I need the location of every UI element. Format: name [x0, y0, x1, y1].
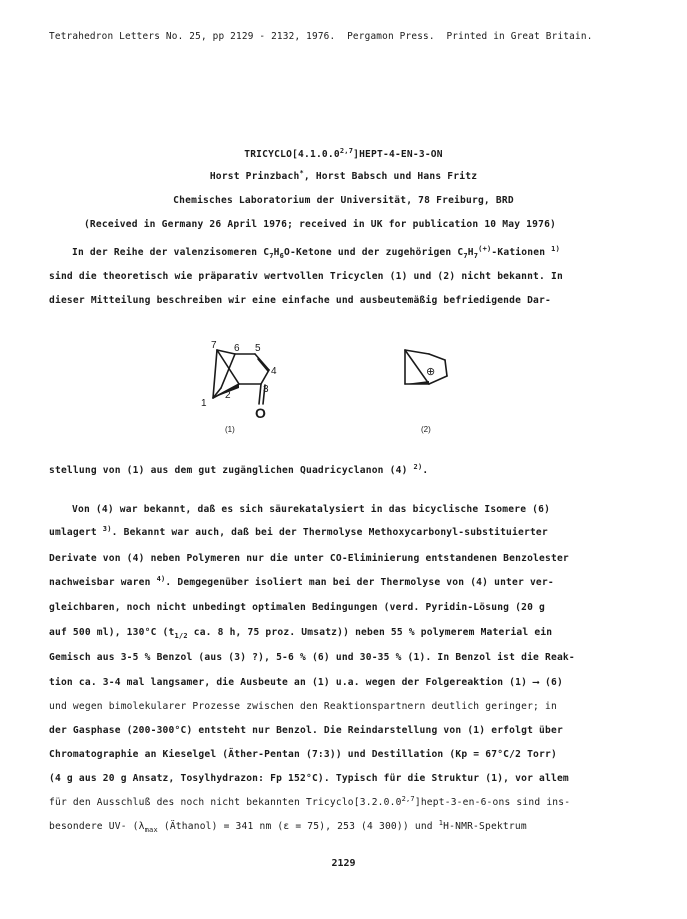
page-number: 2129: [331, 858, 356, 869]
printed-in: Printed in Great Britain.: [446, 31, 593, 42]
body-line: tion ca. 3-4 mal langsamer, die Ausbeute an (1) u.a. wegen der Folgereaktion (1) ⟶ (6): [49, 677, 563, 688]
cation-charge: ⊕: [426, 366, 436, 378]
reference-mark: 4): [156, 574, 166, 583]
text-run: . Bekannt war auch, daß bei der Thermolyse Methoxycarbonyl-substituierter: [111, 527, 548, 538]
text-run: umlagert: [49, 527, 103, 538]
reference-mark: 3): [102, 524, 112, 533]
atom-label-3: 3: [263, 384, 269, 395]
journal-header: [49, 30, 593, 44]
bond: [259, 384, 261, 404]
atom-label-4: 4: [271, 366, 277, 377]
atom-label-2: 2: [225, 390, 231, 401]
body-line: Derivate von (4) neben Polymeren nur die unter CO-Eliminierung entstandenen Benzolester: [49, 553, 569, 564]
text-run: stellung von (1) aus dem gut zugänglichen Quadricyclanon (4): [49, 465, 414, 476]
atom-label-5: 5: [255, 343, 261, 354]
body-line: [49, 820, 527, 834]
subscript: max: [144, 825, 158, 834]
authors: [0, 170, 687, 184]
bond: [261, 370, 269, 384]
text-run: . Demgegenüber isoliert man bei der Thermolyse von (4) unter ver-: [165, 577, 554, 588]
atom-label-6: 6: [234, 343, 240, 354]
author-footnote-mark: *: [299, 168, 304, 177]
body-line: [49, 626, 552, 640]
publisher: Pergamon Press.: [347, 31, 435, 42]
bond: [445, 360, 447, 376]
body-line: und wegen bimolekularer Prozesse zwischen den Reaktionspartnern deutlich geringer; in: [49, 701, 557, 712]
text-run: -Kationen: [491, 247, 552, 258]
text-run: H: [273, 247, 280, 258]
body-line: der Gasphase (200-300°C) entsteht nur Benzol. Die Reindarstellung von (1) erfolgt über: [49, 725, 563, 736]
structure-compound-2: [393, 330, 473, 440]
body-line: dieser Mitteilung beschreiben wir eine einfache und ausbeutemäßig befriedigende Dar-: [49, 295, 551, 306]
text-run: nachweisbar waren: [49, 577, 157, 588]
body-line: [49, 796, 570, 810]
subscript: 6: [279, 251, 285, 260]
structure-compound-1: [195, 330, 305, 440]
text-run: H-NMR-Spektrum: [443, 821, 527, 832]
title-sup: 2,7: [339, 146, 354, 155]
superscript: 2,7: [401, 794, 415, 803]
bond: [405, 350, 429, 354]
body-line: [49, 464, 428, 478]
text-run: ca. 8 h, 75 proz. Umsatz)) neben 55 % polymerem Material ein: [187, 627, 553, 638]
body-line: Chromatographie an Kieselgel (Äther-Pentan (7:3)) und Destillation (Kp = 67°C/2 Torr): [49, 749, 557, 760]
atom-label-7: 7: [211, 340, 217, 351]
superscript: 1: [438, 818, 444, 827]
body-line: [72, 246, 560, 260]
bond: [217, 350, 239, 384]
title-text: TRICYCLO[4.1.0.0: [244, 149, 340, 160]
compound-1-label: (1): [225, 425, 235, 434]
body-line: gleichbaren, noch nicht unbedingt optimalen Bedingungen (verd. Pyridin-Lösung (20 g: [49, 602, 546, 613]
bond: [255, 354, 269, 370]
affiliation: Chemisches Laboratorium der Universität, 78 Freiburg, BRD: [173, 195, 514, 206]
text-run: H: [467, 247, 474, 258]
article-title: [0, 148, 687, 162]
bond: [258, 359, 268, 371]
subscript: 1/2: [174, 631, 188, 640]
atom-label-1: 1: [201, 398, 207, 409]
text-run: auf 500 ml), 130°C (t: [49, 627, 175, 638]
subscript: 7: [473, 251, 479, 260]
body-line: Von (4) war bekannt, daß es sich säurekatalysiert in das bicyclische Isomere (6): [72, 504, 551, 515]
text-run: ]hept-3-en-6-ons sind ins-: [414, 797, 571, 808]
subscript: 7: [463, 251, 468, 260]
body-line: [49, 526, 548, 540]
text-run: für den Ausschluß des noch nicht bekannten Tricyclo[3.2.0.0: [49, 797, 402, 808]
reference-mark: 2): [413, 462, 423, 471]
bond: [213, 350, 217, 398]
reference-mark: 1): [551, 244, 561, 253]
title-text-end: ]HEPT-4-EN-3-ON: [353, 149, 443, 160]
subscript: 7: [269, 251, 274, 260]
body-line: (4 g aus 20 g Ansatz, Tosylhydrazon: Fp 152°C). Typisch für die Struktur (1), vor allem: [49, 773, 569, 784]
text-run: besondere UV- (λ: [49, 821, 145, 832]
compound-2-label: (2): [421, 425, 431, 434]
journal-citation: Tetrahedron Letters No. 25, pp 2129 - 2132, 1976.: [49, 31, 336, 42]
author-name: Horst Prinzbach: [209, 171, 300, 182]
author-names: , Horst Babsch und Hans Fritz: [303, 171, 478, 182]
body-line: sind die theoretisch wie präparativ wertvollen Tricyclen (1) und (2) nicht bekannt. In: [49, 271, 563, 282]
superscript: (+): [478, 244, 492, 253]
body-line: Gemisch aus 3-5 % Benzol (aus (3) ?), 5-6 % (6) und 30-35 % (1). In Benzol ist die Reak-: [49, 652, 575, 663]
atom-label-oxygen: O: [255, 405, 266, 421]
received-dates: (Received in Germany 26 April 1976; received in UK for publication 10 May 1976): [83, 219, 557, 230]
text-run: .: [422, 465, 429, 476]
bond: [429, 354, 445, 360]
text-run: (Äthanol) = 341 nm (ε = 75), 253 (4 300)) und: [157, 821, 439, 832]
text-run: O-Ketone und der zugehörigen C: [284, 247, 464, 258]
body-line: [49, 576, 554, 590]
text-run: In der Reihe der valenzisomeren C: [72, 247, 270, 258]
